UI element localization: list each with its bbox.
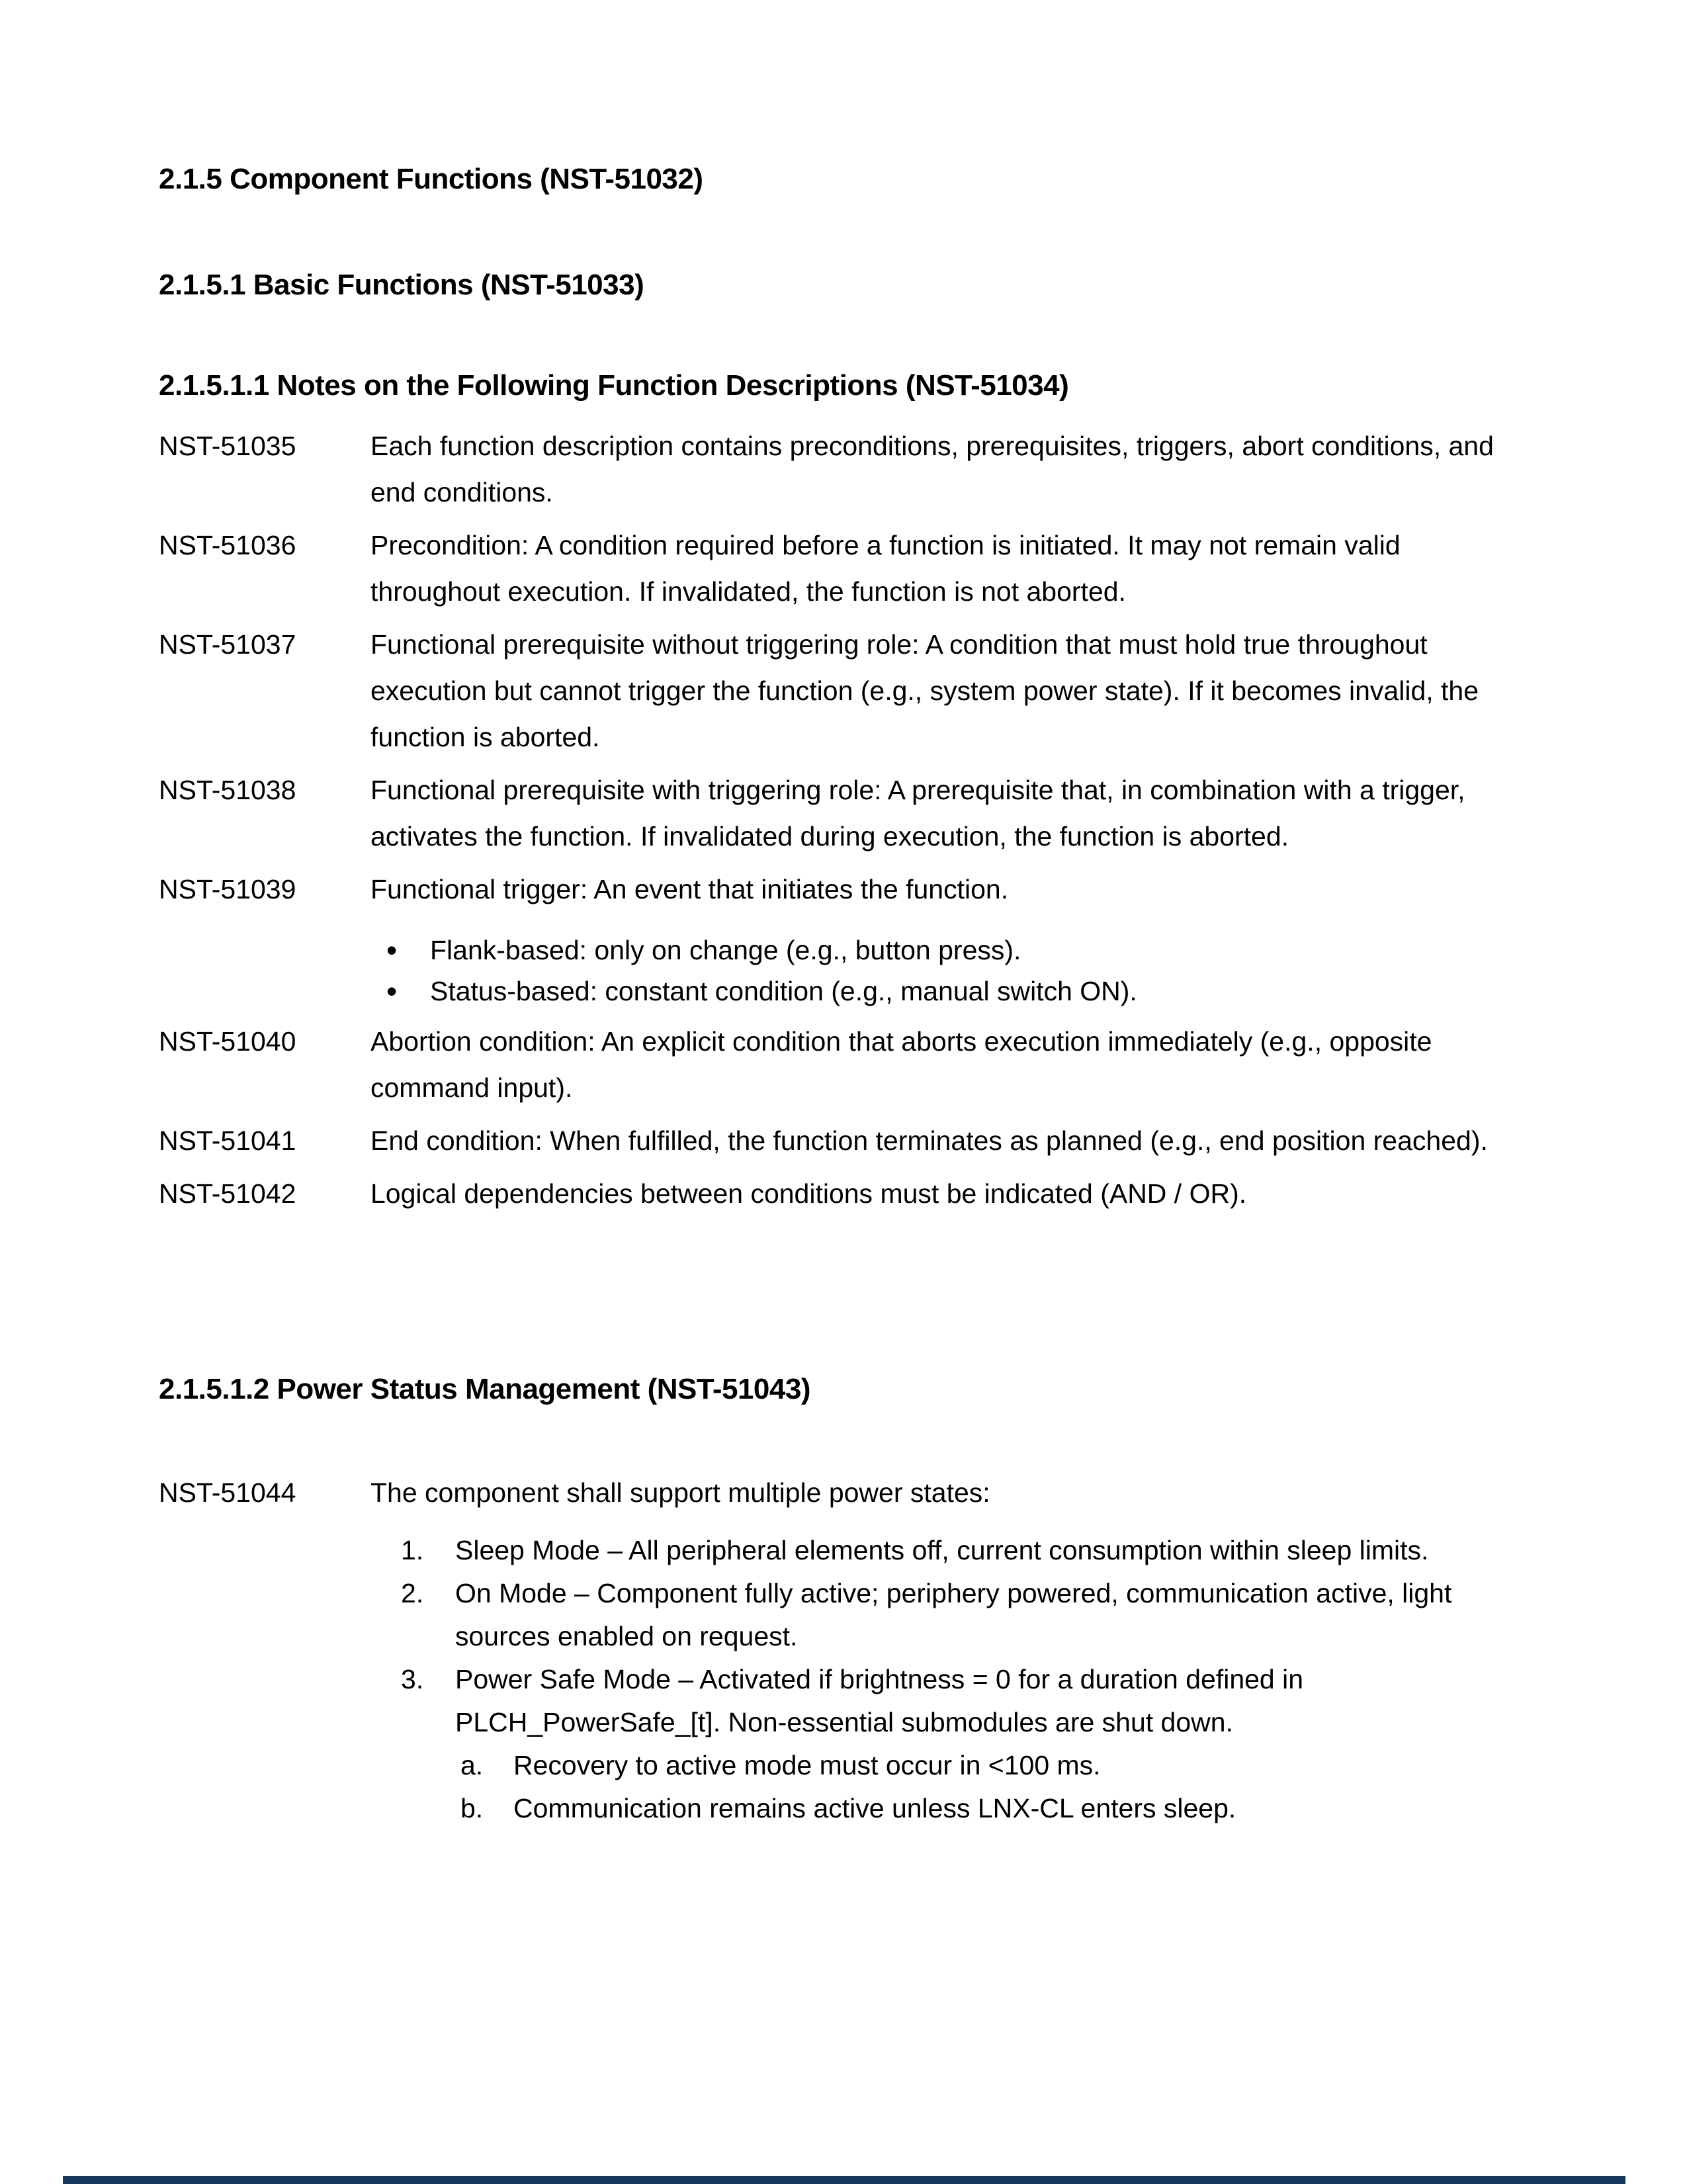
requirement-text: End condition: When fulfilled, the function terminates as planned (e.g., end position reached). <box>370 1125 1488 1156</box>
requirement-row <box>159 621 1528 760</box>
requirement-text: Precondition: A condition required before a function is initiated. It may not remain valid throughout execution. If invalidated, the function is not aborted. <box>370 530 1401 607</box>
numbered-item <box>370 1572 1528 1658</box>
item-text-with-sublist <box>455 1658 1528 1744</box>
requirement-id: NST-51036 <box>159 530 296 560</box>
section-heading-notes: 2.1.5.1.1 Notes on the Following Function Descriptions (NST-51034) <box>159 369 1069 402</box>
requirement-row <box>159 1170 1528 1217</box>
requirement-text-with-list <box>370 1469 1528 1830</box>
sub-list <box>370 1744 1528 1830</box>
sub-item-text: Communication remains active unless LNX-CL enters sleep. <box>513 1793 1236 1823</box>
requirement-row <box>159 1117 1528 1164</box>
bullet-text: Flank-based: only on change (e.g., button press). <box>430 935 1021 965</box>
sub-item-text: Recovery to active mode must occur in <100 ms. <box>513 1750 1101 1780</box>
bullet-text: Status-based: constant condition (e.g., manual switch ON). <box>430 976 1137 1006</box>
requirement-id: NST-51037 <box>159 629 296 660</box>
sub-item <box>370 1744 1528 1787</box>
numbered-item <box>370 1658 1528 1744</box>
notes-requirements-group <box>159 423 1528 1217</box>
bullet-icon: • <box>386 933 398 967</box>
requirement-text: Logical dependencies between conditions must be indicated (AND / OR). <box>370 1178 1247 1209</box>
requirement-row <box>159 1469 1528 1830</box>
numbered-item <box>370 1529 1528 1572</box>
requirement-row <box>159 522 1528 615</box>
bullet-list <box>370 930 1528 1012</box>
numbered-list <box>370 1529 1528 1830</box>
sub-item-letter: a. <box>460 1750 484 1780</box>
item-text: Sleep Mode – All peripheral elements off, current consumption within sleep limits. <box>455 1535 1429 1565</box>
requirement-row <box>159 1018 1528 1111</box>
item-text: Power Safe Mode – Activated if brightness = 0 for a duration defined in PLCH_PowerSafe_[t]. Non-essential submodules are shut down. <box>455 1664 1304 1737</box>
bullet-icon: • <box>386 974 398 1008</box>
requirement-text: The component shall support multiple power states: <box>370 1477 990 1508</box>
sub-item <box>370 1787 1528 1830</box>
item-number: 1. <box>401 1535 424 1565</box>
requirement-row <box>159 423 1528 515</box>
requirement-text: Abortion condition: An explicit condition that aborts execution immediately (e.g., opposite command input). <box>370 1026 1432 1103</box>
requirement-id: NST-51039 <box>159 874 296 904</box>
requirement-text: Functional prerequisite without triggering role: A condition that must hold true throughout execution but cannot trigger the function (e.g., system power state). If it becomes invalid, the function is aborted. <box>370 629 1479 752</box>
item-text: On Mode – Component fully active; periphery powered, communication active, light sources enabled on request. <box>455 1578 1452 1651</box>
document-body <box>0 162 1687 1830</box>
section-heading-power-status: 2.1.5.1.2 Power Status Management (NST-51043) <box>159 1373 810 1405</box>
requirement-id: NST-51040 <box>159 1026 296 1057</box>
next-table-top-edge <box>63 2176 1625 2184</box>
requirement-row <box>159 767 1528 859</box>
requirement-text: Functional trigger: An event that initiates the function. <box>370 874 1009 904</box>
requirement-id: NST-51038 <box>159 775 296 805</box>
item-number: 2. <box>401 1578 424 1608</box>
section-heading-component-functions: 2.1.5 Component Functions (NST-51032) <box>159 163 703 195</box>
bullet-item <box>370 971 1528 1012</box>
requirement-id: NST-51042 <box>159 1178 296 1209</box>
requirement-text: Functional prerequisite with triggering role: A prerequisite that, in combination with a trigger, activates the function. If invalidated during execution, the function is aborted. <box>370 775 1465 852</box>
power-requirements-group <box>159 1469 1528 1830</box>
requirement-row <box>159 866 1528 1012</box>
requirement-id: NST-51041 <box>159 1125 296 1156</box>
requirement-id: NST-51035 <box>159 431 296 461</box>
bullet-item <box>370 930 1528 971</box>
requirement-id: NST-51044 <box>159 1477 296 1508</box>
item-number: 3. <box>401 1664 424 1694</box>
section-heading-basic-functions: 2.1.5.1 Basic Functions (NST-51033) <box>159 269 644 301</box>
sub-item-letter: b. <box>460 1793 484 1823</box>
requirement-text-with-bullets <box>370 866 1528 1012</box>
requirement-text: Each function description contains preconditions, prerequisites, triggers, abort conditions, and end conditions. <box>370 431 1494 507</box>
